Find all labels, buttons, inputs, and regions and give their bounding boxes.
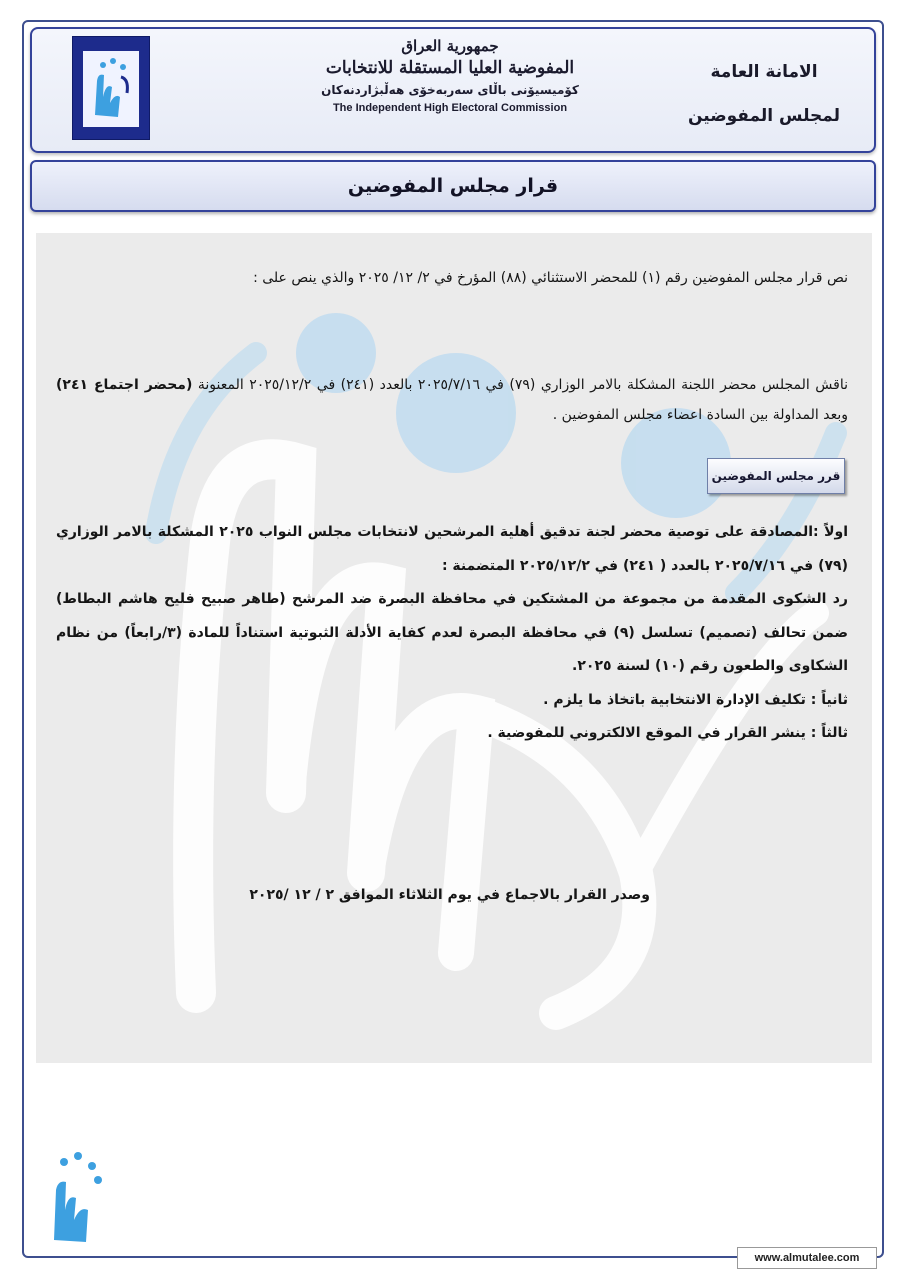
org-arabic-line1: جمهورية العراق — [401, 37, 499, 55]
department-name — [669, 50, 859, 138]
intro-paragraph-1: نص قرار مجلس المفوضين رقم (١) للمحضر الاستثنائي (٨٨) المؤرخ في ٢/ ١٢/ ٢٠٢٥ والذي ينص على : — [253, 270, 848, 286]
commission-logo — [72, 36, 150, 140]
footer-logo-icon — [40, 1140, 110, 1250]
p2-text-start: ناقش المجلس محضر اللجنة المشكلة بالامر الوزاري (٧٩) في ٢٠٢٥/٧/١٦ بالعدد (٢٤١) في ٢٠٢٥/١٢/٢ المعنونة — [192, 377, 848, 393]
org-english: The Independent High Electoral Commission — [332, 102, 568, 114]
org-kurdish: کۆمیسیۆنی باڵای سەربەخۆی هەڵبژاردنەکان — [321, 83, 579, 97]
item-second: ثانياً : تكليف الإدارة الانتخابية باتخاذ ما يلزم . — [543, 691, 848, 708]
ballot-hand-icon — [73, 37, 149, 139]
decision-items — [56, 516, 848, 751]
org-arabic-line2: المفوضية العليا المستقلة للانتخابات — [325, 58, 575, 78]
decision-label: قرر مجلس المفوضين — [707, 458, 845, 494]
p2-text-end: وبعد المداولة بين السادة اعضاء مجلس المفوضين . — [552, 407, 848, 423]
commission-name — [320, 36, 580, 146]
page-title: قرار مجلس المفوضين — [347, 175, 559, 197]
item-third: ثالثاً : ينشر القرار في الموقع الالكتروني للمفوضية . — [487, 725, 848, 741]
item-first-detail: رد الشكوى المقدمة من مجموعة من المشتكين في محافظة البصرة ضد المرشح (طاهر صبيح فليح هاشم البطاط) ضمن تحالف (تصميم) تسلسل (٩) في محافظة البصرة لعدم كفاية الأدلة الثبوتية استناداً للمادة (٣/رابعاً) من نظام الشكاوى والطعون رقم (١٠) لسنة ٢٠٢٥. — [56, 591, 849, 674]
website-watermark: www.almutalee.com — [737, 1247, 877, 1269]
dept-line2: لمجلس المفوضين — [687, 106, 841, 126]
title-bar — [30, 160, 876, 212]
issued-statement: وصدر القرار بالاجماع في يوم الثلاثاء الموافق ٢ / ١٢ /٢٠٢٥ — [249, 887, 650, 903]
dept-line1: الامانة العامة — [710, 62, 818, 82]
item-first: اولاً :المصادقة على توصية محضر لجنة تدقيق أهلية المرشحين لانتخابات مجلس النواب ٢٠٢٥ المشكلة بالامر الوزاري (٧٩) في ٢٠٢٥/٧/١٦ بالعدد ( ٢٤١) في ٢٠٢٥/١٢/٢ المتضمنة : — [56, 524, 848, 574]
meeting-minutes-ref: (محضر اجتماع ٢٤١) — [56, 377, 193, 393]
intro-paragraph-2 — [56, 370, 848, 430]
